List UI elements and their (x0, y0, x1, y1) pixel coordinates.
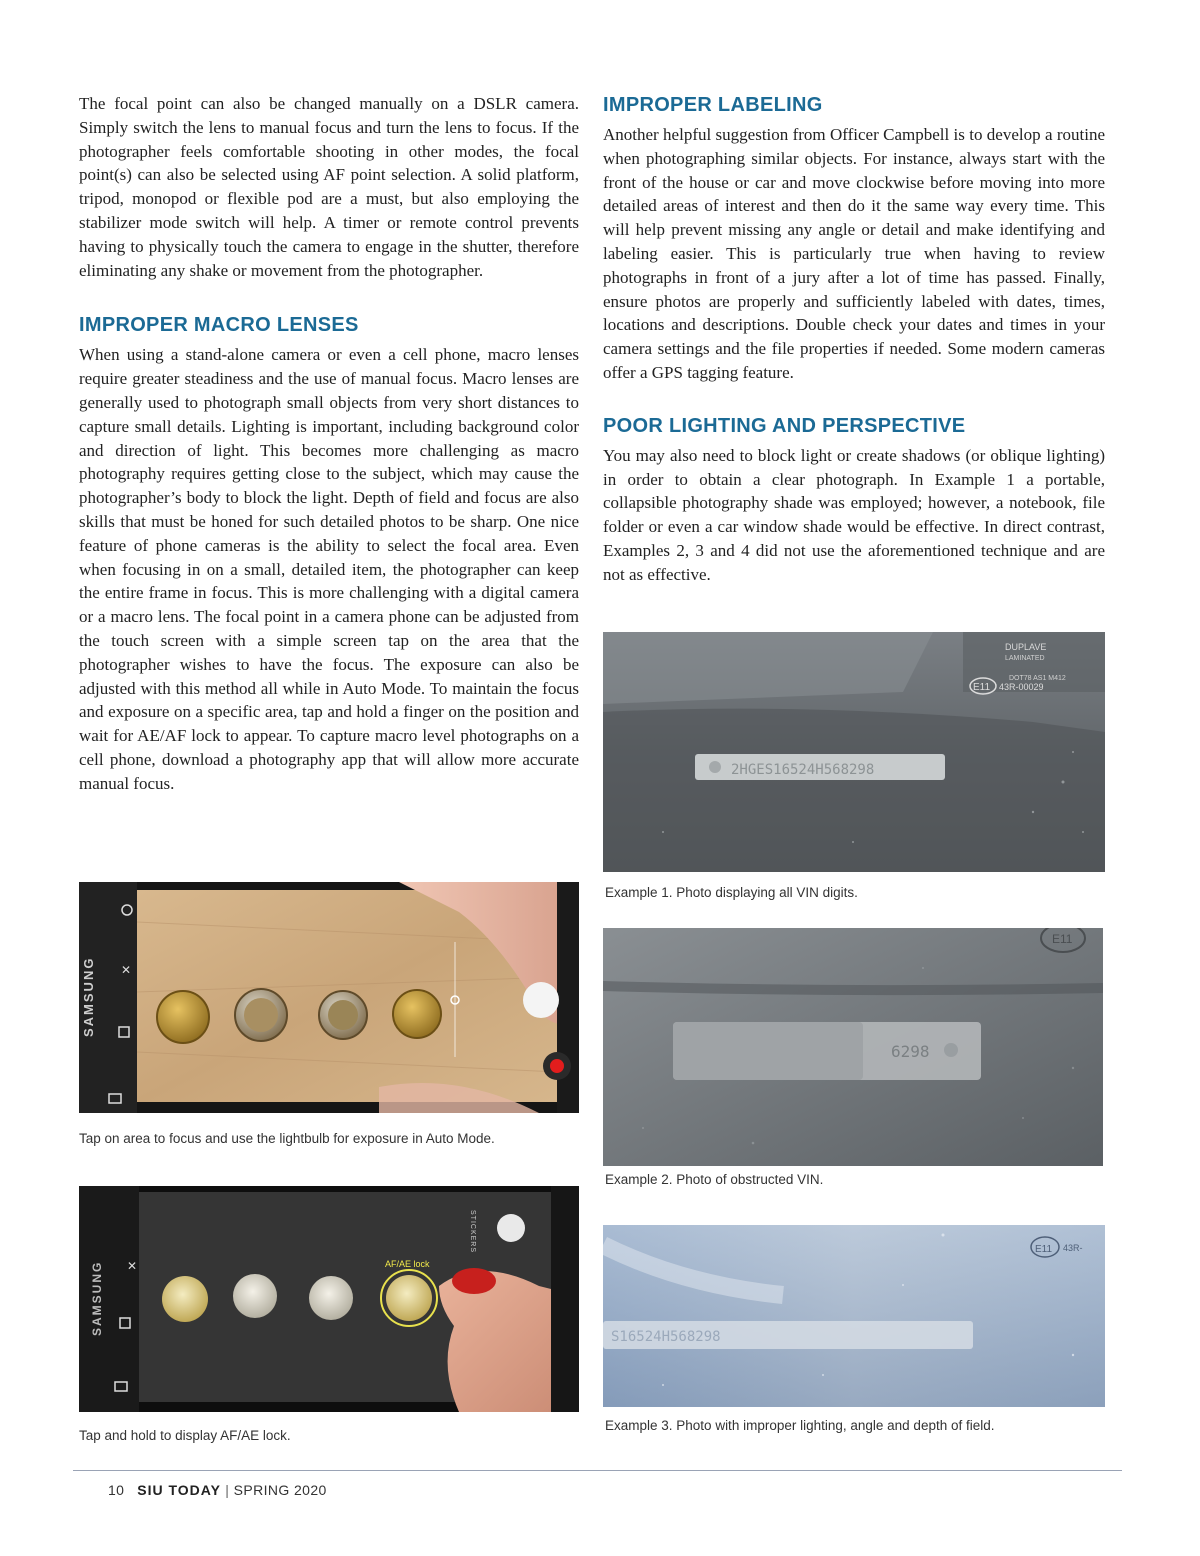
glass-code-1: 43R-00029 (999, 682, 1044, 692)
glass-text-2: LAMINATED (1005, 655, 1045, 662)
vin-1: 2HGES16524H568298 (731, 762, 875, 778)
left-column (79, 92, 579, 796)
page-footer (108, 1482, 327, 1498)
right-column (603, 92, 1105, 587)
example3-caption: Example 3. Photo with improper lighting, angle and depth of field. (605, 1418, 995, 1433)
page-number: 10 (108, 1482, 125, 1498)
footer-rule (73, 1470, 1122, 1471)
vin-3: S16524H568298 (611, 1329, 721, 1345)
glass-label-1: E11 (973, 682, 991, 693)
photo-tap-to-focus-image (79, 882, 579, 1113)
example2-photo (603, 928, 1103, 1166)
svg-text:✕: ✕ (121, 963, 132, 977)
example3-photo (603, 1225, 1105, 1407)
phone-brand-label: SAMSUNG (81, 956, 96, 1037)
example1-caption: Example 1. Photo displaying all VIN digits. (605, 885, 858, 900)
example3-image (603, 1225, 1105, 1407)
glass-text-1: DUPLAVE (1005, 642, 1047, 652)
macro-paragraph: When using a stand-alone camera or even a cell phone, macro lenses require greater steadiness and the use of manual focus. Macro lenses are generally used to photograph small objects from very short distances to capture small details. Lighting is important, including background color and direction of light. This becomes more challenging as macro photography requires getting close to the subject, which may cause the photographer’s body to block the light. Depth of field and focus are also skills that must be honed for such detailed photos to be sharp. One nice feature of phone cameras is the ability to select the focal area. Even when focusing in on a small, detailed item, the photographer can keep the entire frame in focus. This is more challenging with a digital camera or a macro lens. The focal point in a camera phone can be adjusted from the touch screen with a simple screen tap on the area that the photographer wishes to have the focus. The exposure can also be adjusted with this method all while in Auto Mode. To maintain the focus and exposure on a specific area, tap and hold a finger on the position and wait for AE/AF lock to appear. To capture macro level photographs on a cell phone, download a photography app that will allow more accurate manual focus. (79, 345, 579, 793)
glass-label-2: E11 (1052, 932, 1073, 946)
glass-code-3: 43R- (1063, 1243, 1083, 1253)
issue-label: SPRING 2020 (233, 1482, 327, 1498)
photo-af-ae-lock-image (79, 1186, 579, 1412)
lighting-paragraph: You may also need to block light or create shadows (or oblique lighting) in order to obtain a clear photograph. In Example 1 a portable, collapsible photography shade was employed; however, a notebook, file folder or even a car window shade would be effective. In direct contrast, Examples 2, 3 and 4 did not use the aforementioned technique and are not as effective. (603, 445, 1105, 584)
intro-paragraph: The focal point can also be changed manually on a DSLR camera. Simply switch the lens to manual focus and turn the lens to focus. If the photographer feels comfortable shooting in other modes, the focal point(s) can also be selected using AF point selection. A solid platform, tripod, monopod or flexible pod are a must, but also employing the stabilizer mode switch will help. A timer or remote control prevents having to physically touch the camera to engage in the shutter, therefore eliminating any shake or movement from the photographer. (79, 94, 579, 280)
example2-caption: Example 2. Photo of obstructed VIN. (605, 1172, 824, 1187)
af-lock-label: AF/AE lock (385, 1259, 430, 1269)
phone-brand-label-2: SAMSUNG (90, 1260, 104, 1336)
svg-text:✕: ✕ (127, 1259, 138, 1273)
photo-tap-to-focus (79, 882, 579, 1113)
publication-name: SIU TODAY (137, 1482, 221, 1498)
labeling-paragraph: Another helpful suggestion from Officer Campbell is to develop a routine when photographing similar objects. For instance, always start with the front of the house or car and move clockwise before moving into more detailed areas of interest and then do it the same way every time. This will help prevent missing any angle or detail and make identifying and labeling easier. This is particularly true when having to review photographs in front of a jury after a lot of time has passed. Finally, ensure photos are properly and sufficiently labeled with dates, times, locations and descriptions. Double check your dates and times in your camera settings and the file properties if needed. Some modern cameras offer a GPS tagging feature. (603, 125, 1105, 382)
example2-image (603, 928, 1103, 1166)
lighting-heading: POOR LIGHTING AND PERSPECTIVE (603, 414, 966, 437)
glass-text-3: DOT78 AS1 M412 (1009, 675, 1066, 682)
labeling-heading: IMPROPER LABELING (603, 94, 823, 116)
photo-af-ae-lock (79, 1186, 579, 1412)
stickers-label: STICKERS (469, 1210, 476, 1254)
example1-image (603, 632, 1105, 872)
example1-photo (603, 632, 1105, 872)
photo2-caption: Tap and hold to display AF/AE lock. (79, 1428, 291, 1443)
macro-heading: IMPROPER MACRO LENSES (79, 314, 359, 337)
photo1-caption: Tap on area to focus and use the lightbulb for exposure in Auto Mode. (79, 1131, 495, 1146)
vin-2: 6298 (891, 1042, 930, 1061)
glass-label-3: E11 (1035, 1244, 1053, 1255)
footer-separator: | (225, 1482, 230, 1498)
